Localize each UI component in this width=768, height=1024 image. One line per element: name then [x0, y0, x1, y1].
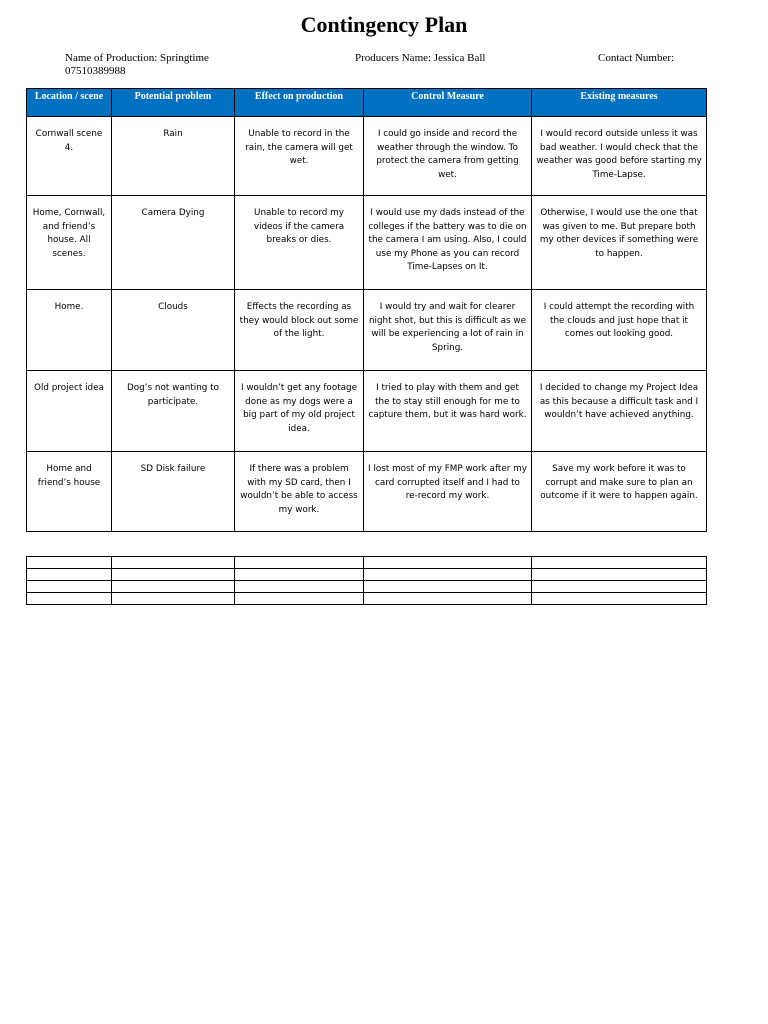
blank-cell — [364, 593, 532, 605]
cell-control: I lost most of my FMP work after my card corrupted itself and I had to re-record my work. — [364, 452, 532, 532]
cell-existing: I would record outside unless it was bad weather. I would check that the weather was good before starting my Time-Lapse. — [532, 117, 707, 196]
cell-control: I would try and wait for clearer night shot, but this is difficult as we will be experiencing a lot of rain in Spring. — [364, 290, 532, 371]
blank-cell — [532, 581, 707, 593]
cell-location: Cornwall scene 4. — [27, 117, 112, 196]
cell-location: Home and friend’s house — [27, 452, 112, 532]
cell-control: I would use my dads instead of the colleges if the battery was to die on the camera I am using. Also, I could use my Phone as you can record Time-Lapses on It. — [364, 196, 532, 290]
table-row — [27, 371, 707, 452]
blank-cell — [27, 557, 112, 569]
blank-cell — [27, 581, 112, 593]
header-existing: Existing measures — [532, 89, 707, 117]
cell-problem: Dog’s not wanting to participate. — [112, 371, 235, 452]
blank-cell — [364, 569, 532, 581]
cell-problem: Rain — [112, 117, 235, 196]
contingency-table — [26, 88, 707, 532]
blank-row — [27, 557, 707, 569]
table-row — [27, 452, 707, 532]
table-row — [27, 196, 707, 290]
cell-problem: Clouds — [112, 290, 235, 371]
producer-name: Producers Name: Jessica Ball — [355, 52, 486, 64]
cell-effect: Unable to record in the rain, the camera will get wet. — [235, 117, 364, 196]
blank-cell — [364, 581, 532, 593]
cell-effect: Unable to record my videos if the camera breaks or dies. — [235, 196, 364, 290]
contact-number: 07510389988 — [65, 65, 126, 77]
cell-existing: Otherwise, I would use the one that was given to me. But prepare both my other devices if something were to happen. — [532, 196, 707, 290]
blank-row — [27, 569, 707, 581]
cell-problem: Camera Dying — [112, 196, 235, 290]
cell-problem: SD Disk failure — [112, 452, 235, 532]
blank-cell — [112, 569, 235, 581]
header-location: Location / scene — [27, 89, 112, 117]
cell-location: Old project idea — [27, 371, 112, 452]
table-header-row — [27, 89, 707, 117]
cell-existing: I could attempt the recording with the clouds and just hope that it comes out looking good. — [532, 290, 707, 371]
header-problem: Potential problem — [112, 89, 235, 117]
cell-location: Home. — [27, 290, 112, 371]
production-name: Name of Production: Springtime — [65, 52, 209, 64]
cell-effect: I wouldn’t get any footage done as my dogs were a big part of my old project idea. — [235, 371, 364, 452]
blank-cell — [532, 557, 707, 569]
cell-effect: Effects the recording as they would block out some of the light. — [235, 290, 364, 371]
cell-effect: If there was a problem with my SD card, then I wouldn’t be able to access my work. — [235, 452, 364, 532]
blank-cell — [112, 593, 235, 605]
blank-cell — [364, 557, 532, 569]
blank-row — [27, 581, 707, 593]
contact-label: Contact Number: — [598, 52, 675, 64]
blank-row — [27, 593, 707, 605]
cell-location: Home, Cornwall, and friend’s house. All scenes. — [27, 196, 112, 290]
table-row — [27, 290, 707, 371]
blank-cell — [235, 557, 364, 569]
blank-table — [26, 556, 707, 605]
blank-cell — [532, 593, 707, 605]
blank-cell — [27, 593, 112, 605]
blank-cell — [235, 569, 364, 581]
blank-cell — [235, 581, 364, 593]
blank-cell — [112, 557, 235, 569]
document-title: Contingency Plan — [300, 12, 468, 37]
blank-cell — [235, 593, 364, 605]
cell-existing: Save my work before it was to corrupt and make sure to plan an outcome if it were to happen again. — [532, 452, 707, 532]
cell-existing: I decided to change my Project Idea as this because a difficult task and I wouldn’t have achieved anything. — [532, 371, 707, 452]
blank-cell — [532, 569, 707, 581]
blank-cell — [112, 581, 235, 593]
header-control: Control Measure — [364, 89, 532, 117]
cell-control: I tried to play with them and get the to stay still enough for me to capture them, but it was hard work. — [364, 371, 532, 452]
cell-control: I could go inside and record the weather through the window. To protect the camera from getting wet. — [364, 117, 532, 196]
header-effect: Effect on production — [235, 89, 364, 117]
blank-cell — [27, 569, 112, 581]
table-row — [27, 117, 707, 196]
